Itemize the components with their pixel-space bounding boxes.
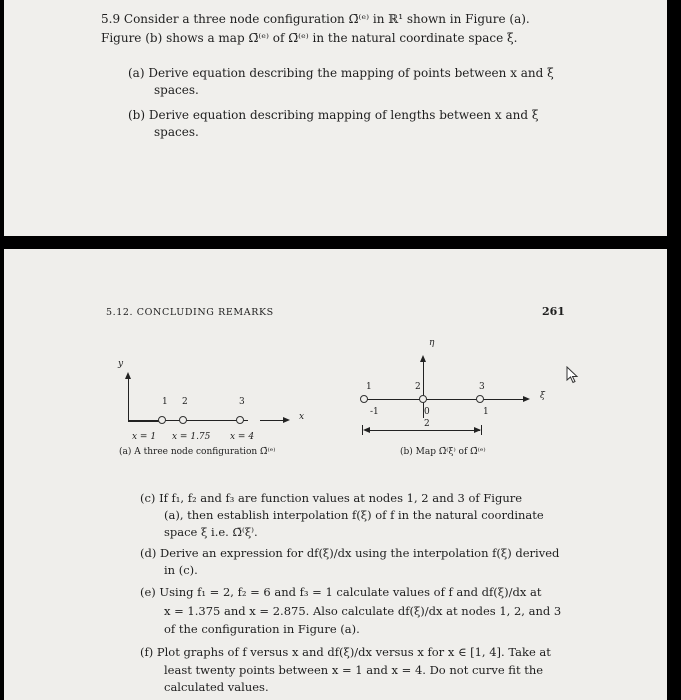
b-node-3-label: 3 <box>479 382 485 392</box>
question-e-line-2: x = 1.375 and x = 2.875. Also calculate df(ξ)/dx at nodes 1, 2, and 3 <box>164 604 562 618</box>
question-d-line-2: in (c). <box>164 563 198 577</box>
node-3-marker <box>236 416 244 424</box>
question-e-line-1: (e) Using f₁ = 2, f₂ = 6 and f₃ = 1 calculate values of f and df(ξ)/dx at <box>140 585 542 599</box>
running-header: 5.12. CONCLUDING REMARKS <box>106 307 274 318</box>
question-f-line-2: least twenty points between x = 1 and x = 4. Do not curve fit the <box>164 663 544 677</box>
eta-axis-label: η <box>429 338 435 348</box>
node-2-marker <box>179 416 187 424</box>
b-node-1-label: 1 <box>366 382 372 392</box>
xi-axis-arrow-icon <box>523 396 530 402</box>
node-1-label: 1 <box>162 397 168 407</box>
textbook-page-panel <box>4 249 667 700</box>
part-b-line-1: (b) Derive equation describing mapping of lengths between x and ξ <box>128 108 539 122</box>
question-f-line-1: (f) Plot graphs of f versus x and df(ξ)/dx versus x for x ∈ [1, 4]. Take at <box>140 645 551 659</box>
figure-b-caption: (b) Map Ω̄⁽ξ⁾ of Ω̄⁽ᵉ⁾ <box>400 447 486 457</box>
y-axis-label: y <box>118 359 124 369</box>
xi-axis <box>364 399 524 400</box>
dimension-line <box>366 430 480 431</box>
node-3-label: 3 <box>239 397 245 407</box>
coord-node-3: x = 4 <box>230 432 255 442</box>
node-2-label: 2 <box>182 397 188 407</box>
mouse-cursor-icon <box>566 366 580 384</box>
x-axis-label: x <box>299 412 305 422</box>
y-axis <box>128 377 130 421</box>
coord-node-2: x = 1.75 <box>172 432 211 442</box>
question-c-line-2: (a), then establish interpolation f(ξ) of f in the natural coordinate <box>164 508 544 522</box>
node-1-marker <box>158 416 166 424</box>
page-number: 261 <box>542 305 565 318</box>
problem-line-2: Figure (b) shows a map Ω̄⁽ᵉ⁾ of Ω̄⁽ᵉ⁾ in the natural coordinate space ξ. <box>101 31 518 45</box>
top-problem-panel <box>4 0 667 236</box>
problem-line-1: 5.9 Consider a three node configuration Ω̄⁽ᵉ⁾ in ℝ¹ shown in Figure (a). <box>101 12 530 26</box>
question-e-line-3: of the configuration in Figure (a). <box>164 622 360 636</box>
x-axis-extension <box>260 420 284 421</box>
tick-1: 1 <box>483 407 489 417</box>
coord-node-1: x = 1 <box>132 432 157 442</box>
dim-right-arrow-icon <box>474 427 481 433</box>
figure-a-caption: (a) A three node configuration Ω̄⁽ᵉ⁾ <box>119 447 276 457</box>
b-node-1-marker <box>360 395 368 403</box>
x-axis-arrow-icon <box>283 417 290 423</box>
xi-axis-label: ξ <box>540 391 545 401</box>
dim-right-tick <box>481 425 482 435</box>
part-b-line-2: spaces. <box>154 125 199 139</box>
tick-minus-1: -1 <box>370 407 379 417</box>
part-a-line-2: spaces. <box>154 83 199 97</box>
question-d-line-1: (d) Derive an expression for df(ξ)/dx using the interpolation f(ξ) derived <box>140 546 560 560</box>
question-c-line-1: (c) If f₁, f₂ and f₃ are function values at nodes 1, 2 and 3 of Figure <box>140 491 523 505</box>
question-c-line-3: space ξ i.e. Ω̄⁽ξ⁾. <box>164 525 258 539</box>
question-f-line-3: calculated values. <box>164 680 269 694</box>
b-node-2-marker <box>419 395 427 403</box>
b-node-2-label: 2 <box>415 382 421 392</box>
part-a-line-1: (a) Derive equation describing the mapping of points between x and ξ <box>128 66 554 80</box>
length-label: 2 <box>424 419 430 429</box>
b-node-3-marker <box>476 395 484 403</box>
tick-0: 0 <box>424 407 430 417</box>
